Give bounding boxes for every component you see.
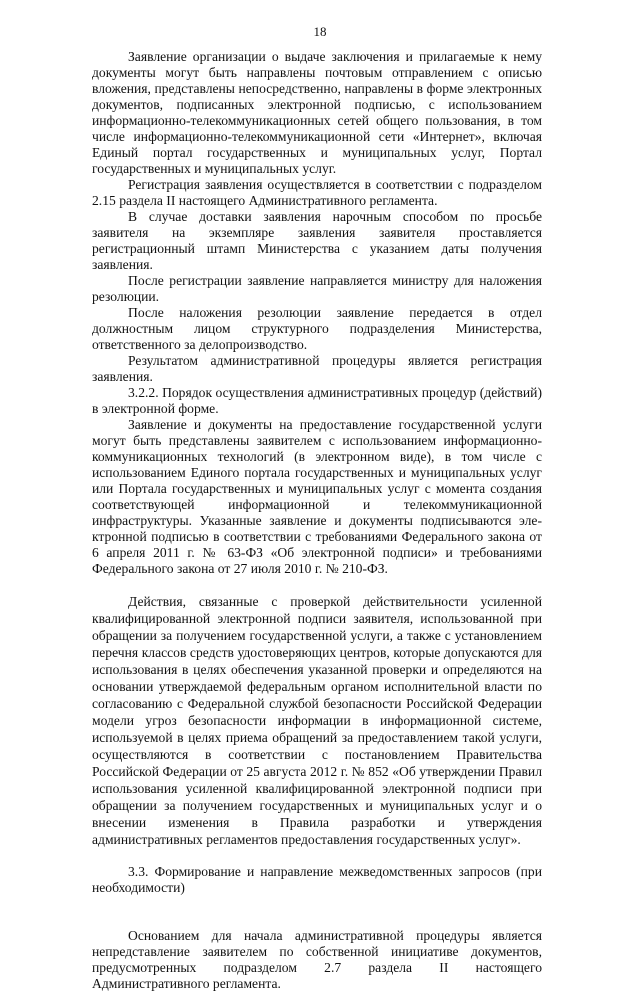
- paragraph-electronic-submission: Заявление и документы на предоставление государственной услуги могут быть представлены заявителем с использованием информационно-коммуникационных технологий (в электронном виде), в том числе с использованием Единого портала государственных и муниципальных услуг или Портала государственных и муниципальных услуг с момента создания соответствующей информационной и телекоммуникационной инфраструктуры. Указанные заявление и документы подписываются электронной подписью в соответствии с требованиями Федерального закона от 6 апреля 2011 г. № 63-ФЗ «Об электронной подписи» и требованиями Федерального закона от 27 июля 2010 г. № 210-ФЗ.: [92, 417, 542, 576]
- paragraph-procedure-result: Результатом административной процедуры является регистрация заявления.: [92, 353, 542, 384]
- paragraph-procedure-basis: Основанием для начала административной процедуры является непредставление заявителем по собственной инициативе документов, предусмотренных подразделом 2.7 раздела II настоящего Административного регламента.: [92, 928, 542, 991]
- paragraph-transfer-to-department: После наложения резолюции заявление передается в отдел должностным лицом структурного подразделения Министерства, ответственного за делопроизводство.: [92, 305, 542, 352]
- paragraph-registration: Регистрация заявления осуществляется в соответствии с подразделом 2.15 раздела II настоящего Административного регламента.: [92, 177, 542, 208]
- document-body: [92, 49, 542, 992]
- paragraph-section-3-2-2: 3.2.2. Порядок осуществления административных процедур (действий) в электронной форме.: [92, 385, 542, 416]
- section-heading-3-3: 3.3. Формирование и направление межведомственных запросов (при необходимости): [92, 864, 542, 895]
- paragraph-minister-resolution: После регистрации заявление направляется министру для наложения резолюции.: [92, 273, 542, 304]
- page-number: 18: [313, 24, 327, 39]
- paragraph-courier-delivery: В случае доставки заявления нарочным способом по просьбе заявителя на экземпляре заявления заявителя проставляется регистрационный штамп Министерства с указанием даты получения заявления.: [92, 209, 542, 272]
- paragraph-signature-verification: Действия, связанные с проверкой действительности усиленной квалифицированной электронной подписи заявителя, использованной при обращении за получением государственной услуги, а также с установлением перечня классов средств удостоверяющих центров, которые допускаются для использования в целях обеспечения указанной проверки и определяются на основании утверждаемой федеральным органом исполнительной власти по согласованию с Федеральной службой безопасности Российской Федерации модели угроз безопасности информации в информационной системе, используемой в целях приема обращений за предоставлением такой услуги, осуществляются в соответствии с постановлением Правительства Российской Федерации от 25 августа 2012 г. № 852 «Об утверждении Правил использования усиленной квалифицированной электронной подписи при обращении за получением государственных и муниципальных услуг и о внесении изменения в Правила разработки и утверждения административных регламентов предоставления государственных услуг».: [92, 594, 542, 847]
- paragraph-submission-methods: Заявление организации о выдаче заключения и прилагаемые к нему документы могут быть направлены почтовым отправлением с описью вложения, представлены непосредственно, направлены в форме электронных документов, подписанных электронной подписью, с использованием информационно-телекоммуникационных сетей общего пользования, в том числе информационно-телекоммуникационной сети «Интернет», включая Единый портал государственных и муниципальных услуг, Портал государственных и муниципальных услуг.: [92, 49, 542, 176]
